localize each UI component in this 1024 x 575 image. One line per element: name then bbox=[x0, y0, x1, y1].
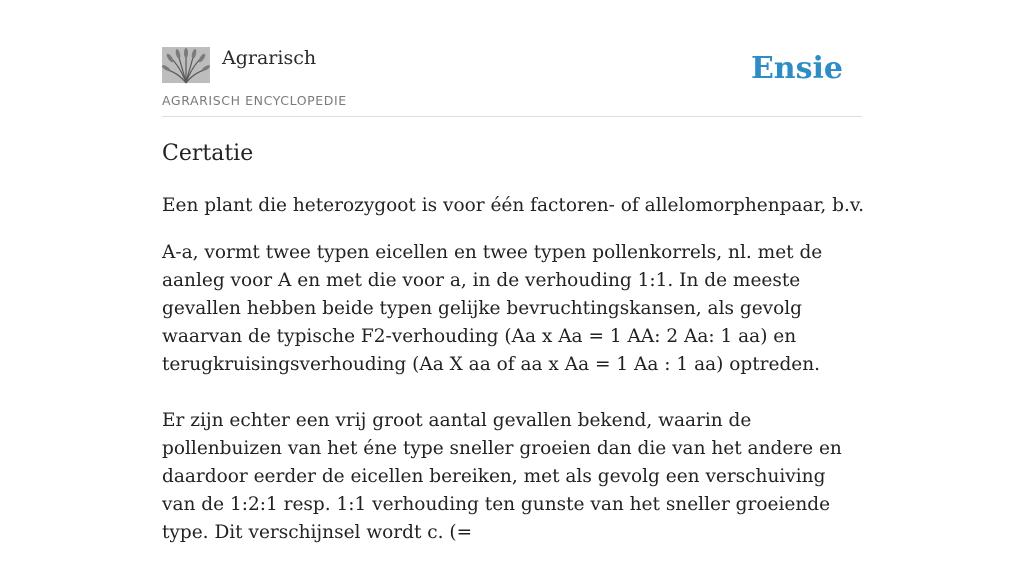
article-lead: Een plant die heterozygoot is voor één factoren- of allelomorphenpaar, b.v. bbox=[162, 195, 865, 216]
source-name[interactable]: Agrarisch bbox=[222, 47, 317, 69]
ensie-brand-link[interactable]: Ensie bbox=[750, 51, 843, 86]
source-subtitle: AGRARISCH ENCYCLOPEDIE bbox=[162, 93, 347, 108]
article-body bbox=[162, 239, 862, 575]
article-paragraph: A-a, vormt twee typen eicellen en twee typen pollenkorrels, nl. met de aanleg voor A en met die voor a, in de verhouding 1:1. In de meeste gevallen hebben beide typen gelijke bevruchtingskansen, als gevolg waarvan de typische F2-verhouding (Aa x Aa = 1 AA: 2 Aa: 1 aa) en terugkruisingsverhouding (Aa X aa of aa x Aa = 1 Aa : 1 aa) optreden. bbox=[162, 242, 823, 375]
wheat-logo-icon[interactable] bbox=[162, 47, 210, 83]
site-header bbox=[162, 44, 862, 117]
article-paragraph: Er zijn echter een vrij groot aantal gevallen bekend, waarin de pollenbuizen van het éne type sneller groeien dan die van het andere en daardoor eerder de eicellen bereiken, met als gevolg een verschuiving van de 1:2:1 resp. 1:1 verhouding ten gunste van het sneller groeiende type. Dit verschijnsel wordt c. (= bbox=[162, 410, 842, 543]
article-title: Certatie bbox=[162, 141, 254, 166]
